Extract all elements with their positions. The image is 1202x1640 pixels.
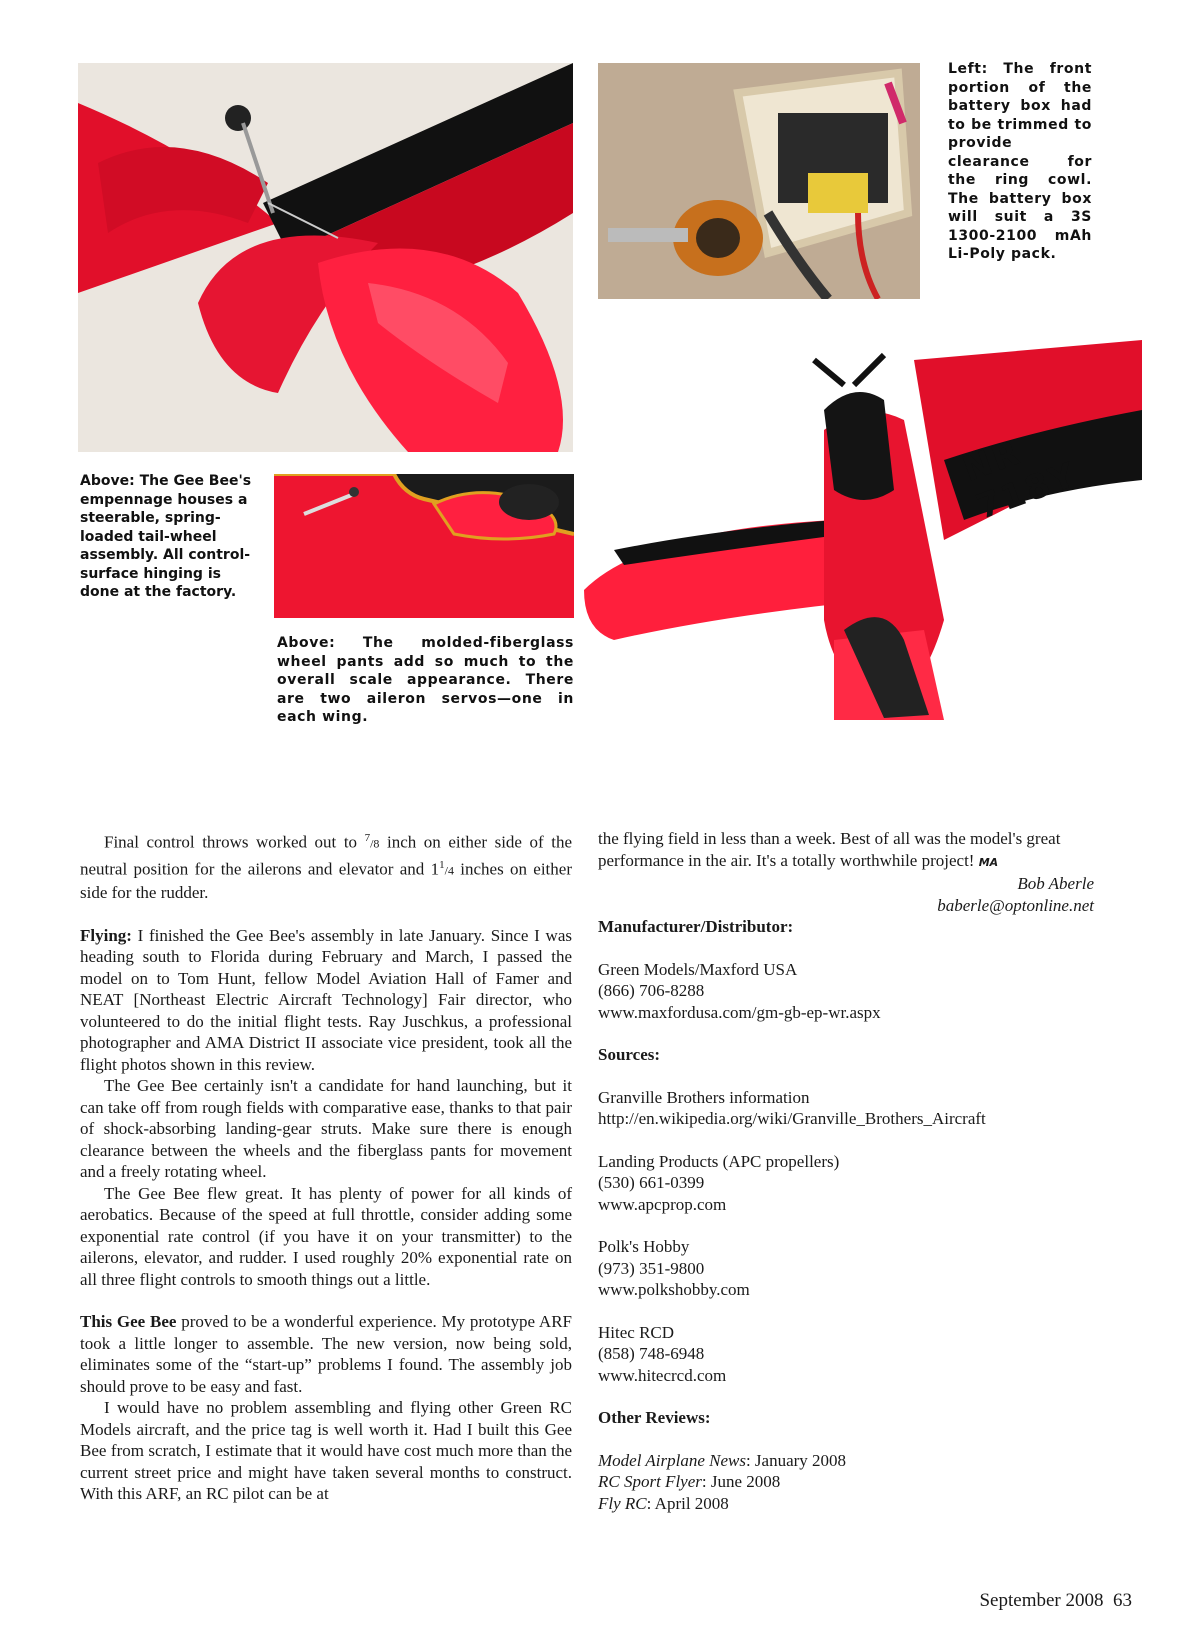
wheelpant-photo bbox=[274, 474, 574, 618]
caption-battery: Left: The front portion of the battery box had to be trimmed to provide clearance for the ring cowl. The battery box will suit a 3S 1300-2100 mAh Li-Poly pack. bbox=[948, 61, 1092, 262]
end-mark: MA bbox=[978, 855, 999, 869]
source-hitec-phone: (858) 748-6948 bbox=[598, 1344, 705, 1363]
paragraph-conclusion: This Gee Bee proved to be a wonderful experience. My prototype ARF took a little longer to assemble. The new version, now being sold, eliminates some of the “start-up” problems I found. The assembly job should prove to be easy and fast. bbox=[80, 1312, 572, 1396]
source-polks-url[interactable]: www.polkshobby.com bbox=[598, 1280, 750, 1299]
airplane-photo bbox=[584, 340, 1142, 720]
source-landing-phone: (530) 661-0399 bbox=[598, 1173, 705, 1192]
battery-photo bbox=[598, 63, 920, 299]
author-email: baberle@optonline.net bbox=[937, 895, 1094, 915]
paragraph-hand-launching: The Gee Bee certainly isn't a candidate for hand launching, but it can take off from rough fields with comparative ease, thanks to that pair of shock-absorbing landing-gear struts. Make sure there is enough clearance between the wheels and the fiberglass pants for movement and a freely rotating wheel. bbox=[80, 1076, 572, 1182]
manufacturer-phone: (866) 706-8288 bbox=[598, 981, 705, 1000]
caption-wheelpants: Above: The molded-fiberglass wheel pants add so much to the overall scale appearance. There are two aileron servos—one in each wing. bbox=[277, 635, 574, 725]
caption-empennage: Above: The Gee Bee's empennage houses a steerable, spring-loaded tail-wheel assembly. All control-surface hinging is done at the factory. bbox=[80, 473, 252, 600]
paragraph-flew-great: The Gee Bee flew great. It has plenty of power for all kinds of aerobatics. Because of the speed at full throttle, consider adding some exponential rate control (if you have it on your transmitter) to the ailerons, elevator, and rudder. I used roughly 20% exponential rate on all three flight controls to smooth things out a little. bbox=[80, 1183, 572, 1289]
tail-photo bbox=[78, 63, 573, 452]
paragraph-continuation: the flying field in less than a week. Best of all was the model's great performance in the air. It's a totally worthwhile project! MA bbox=[598, 829, 1061, 870]
left-column bbox=[80, 828, 572, 1505]
source-polks-phone: (973) 351-9800 bbox=[598, 1258, 705, 1278]
manufacturer-url[interactable]: www.maxfordusa.com/gm-gb-ep-wr.aspx bbox=[598, 1002, 881, 1022]
right-column bbox=[598, 828, 1094, 1514]
review-item: RC Sport Flyer: June 2008 bbox=[598, 1472, 781, 1491]
manufacturer-heading: Manufacturer/Distributor: bbox=[598, 917, 794, 936]
paragraph-recommendation: I would have no problem assembling and flying other Green RC Models aircraft, and the price tag is well worth it. Had I built this Gee Bee from scratch, I estimate that it would have cost much more than the current street price and might have taken several months to construct. With this ARF, an RC pilot can be at bbox=[80, 1398, 572, 1504]
paragraph-flying: Flying: I finished the Gee Bee's assembly in late January. Since I was heading south to Florida during February and March, I passed the model on to Tom Hunt, fellow Model Aviation Hall of Famer and NEAT [Northeast Electric Aircraft Technology] Fair director, who volunteered to do the initial flight tests. Ray Juschkus, a professional photographer and AMA District II associate vice president, took all the flight photos shown in this review. bbox=[80, 925, 572, 1074]
review-item: Model Airplane News: January 2008 bbox=[598, 1450, 847, 1470]
source-granville-url[interactable]: http://en.wikipedia.org/wiki/Granville_Brothers_Aircraft bbox=[598, 1109, 986, 1128]
source-polks-name: Polk's Hobby bbox=[598, 1237, 690, 1256]
registration-text: NR 718Y bbox=[957, 432, 1083, 528]
source-hitec-name: Hitec RCD bbox=[598, 1322, 675, 1342]
source-landing-url[interactable]: www.apcprop.com bbox=[598, 1194, 727, 1214]
review-item: Fly RC: April 2008 bbox=[598, 1493, 729, 1513]
paragraph-control-throws: Final control throws worked out to $^7$/8 inch on either side of the neutral position for the ailerons and elevator and $1^1/4$ inches on either side for the rudder. bbox=[80, 832, 572, 903]
manufacturer-name: Green Models/Maxford USA bbox=[598, 959, 798, 979]
page-footer: September 2008 63 bbox=[979, 1590, 1132, 1611]
sources-heading: Sources: bbox=[598, 1045, 661, 1064]
source-granville-name: Granville Brothers information bbox=[598, 1087, 810, 1107]
source-landing-name: Landing Products (APC propellers) bbox=[598, 1151, 840, 1171]
reviews-heading: Other Reviews: bbox=[598, 1408, 711, 1427]
author-name: Bob Aberle bbox=[1017, 874, 1094, 893]
source-hitec-url[interactable]: www.hitecrcd.com bbox=[598, 1365, 727, 1385]
